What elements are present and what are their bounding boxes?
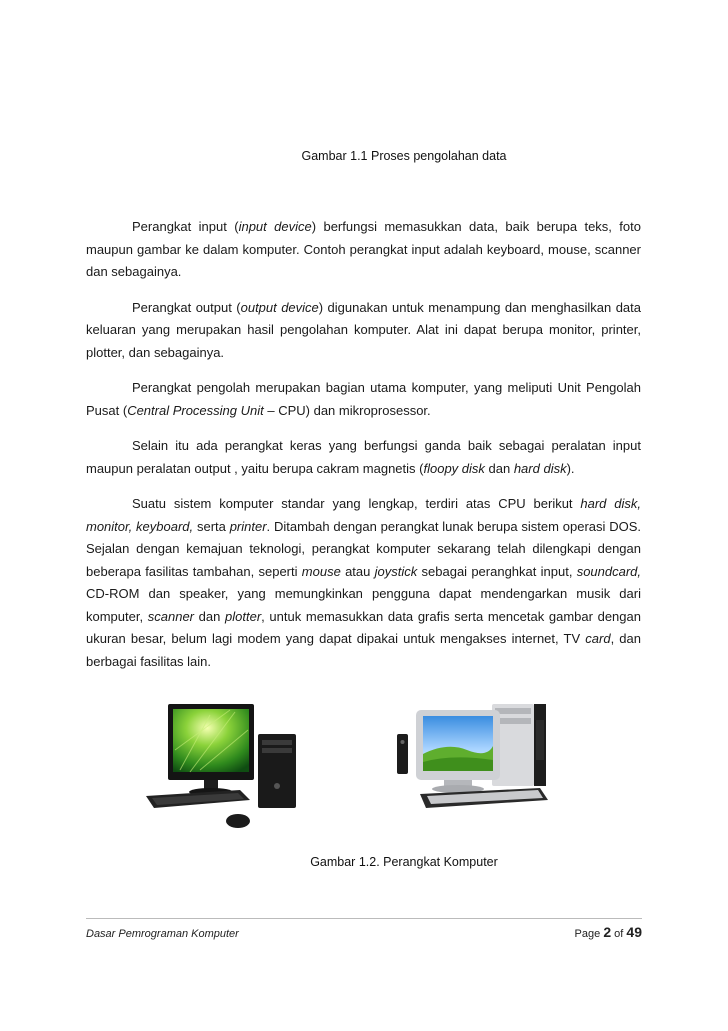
page-prefix: Page <box>574 928 601 940</box>
italic-term: mouse <box>301 563 341 579</box>
text-run: – CPU) dan mikroprosessor. <box>263 402 431 418</box>
italic-term: scanner <box>147 608 194 624</box>
text-run: Perangkat input ( <box>132 219 239 234</box>
page-number <box>575 924 642 940</box>
text-run: ) digunakan untuk menampung dan menghasilkan data keluaran yang merupakan hasil pengolahan komputer. Alat ini dapat berupa monitor, printer, plotter, dan sebagainya. <box>86 299 641 360</box>
text-run: dan <box>194 608 226 624</box>
computer-illustration-2 <box>392 690 562 815</box>
text-run: Suatu sistem komputer standar yang lengkap, terdiri atas CPU berikut <box>132 496 581 511</box>
text-run: Perangkat pengolah merupakan bagian utama komputer, yang meliputi Unit Pengolah Pusat ( <box>86 380 641 418</box>
page-total: 49 <box>626 924 642 940</box>
body-paragraph <box>86 435 641 480</box>
italic-term: plotter <box>225 608 262 624</box>
page-of: of <box>614 928 624 940</box>
italic-term: card <box>585 631 611 646</box>
text-run: CD-ROM dan speaker, yang memungkinkan pengguna dapat mendengarkan musik dari komputer, <box>86 586 641 624</box>
text-run: Selain itu ada perangkat keras yang berfungsi ganda baik sebagai peralatan input maupun peralatan output , yaitu berupa cakram magnetis ( <box>86 438 641 476</box>
footer-divider <box>86 918 642 919</box>
italic-term: joystick <box>374 563 418 579</box>
page-current: 2 <box>603 924 612 940</box>
text-run: ). <box>566 460 575 476</box>
text-run: . Ditambah dengan perangkat lunak berupa sistem operasi DOS. Sejalan dengan kemajuan teknologi, perangkat komputer sekarang telah dilengkapi dengan beberapa fasilitas tambahan, seperti <box>86 518 642 579</box>
text-run: serta <box>193 518 230 534</box>
italic-term: output device <box>240 299 319 315</box>
italic-term: soundcard, <box>576 563 642 579</box>
italic-term: hard disk <box>513 460 567 476</box>
body-paragraph <box>86 297 641 365</box>
italic-term: Central Processing Unit <box>127 402 264 418</box>
text-run: dan <box>484 460 514 476</box>
body-paragraph <box>86 493 641 673</box>
body-paragraph <box>86 377 641 422</box>
body-text <box>86 216 641 686</box>
text-run: sebagai peranghkat input, <box>417 563 577 579</box>
text-run: , dan berbagai fasilitas lain. <box>86 631 641 669</box>
italic-term: input device <box>238 219 312 234</box>
text-run: , untuk memasukkan data grafis serta mencetak gambar dengan ukuran besar, belum lagi modem yang dapat dipakai untuk mengakses internet, TV <box>86 608 641 646</box>
footer-title: Dasar Pemrograman Komputer <box>86 928 239 940</box>
italic-term: printer <box>229 518 267 534</box>
italic-term: hard disk, monitor, keyboard, <box>86 496 641 534</box>
body-paragraph <box>86 216 641 284</box>
text-run: Perangkat output ( <box>132 299 241 315</box>
computer-illustration-1 <box>140 690 310 835</box>
italic-term: floopy disk <box>423 460 485 476</box>
figure-2-caption: Gambar 1.2. Perangkat Komputer <box>310 855 498 869</box>
text-run: ) berfungsi memasukkan data, baik berupa teks, foto maupun gambar ke dalam komputer. Contoh perangkat input adalah keyboard, mouse, scanner dan sebagainya. <box>86 219 641 279</box>
text-run: atau <box>340 563 375 579</box>
figure-1-caption: Gambar 1.1 Proses pengolahan data <box>301 149 507 163</box>
computer-images <box>0 690 728 840</box>
